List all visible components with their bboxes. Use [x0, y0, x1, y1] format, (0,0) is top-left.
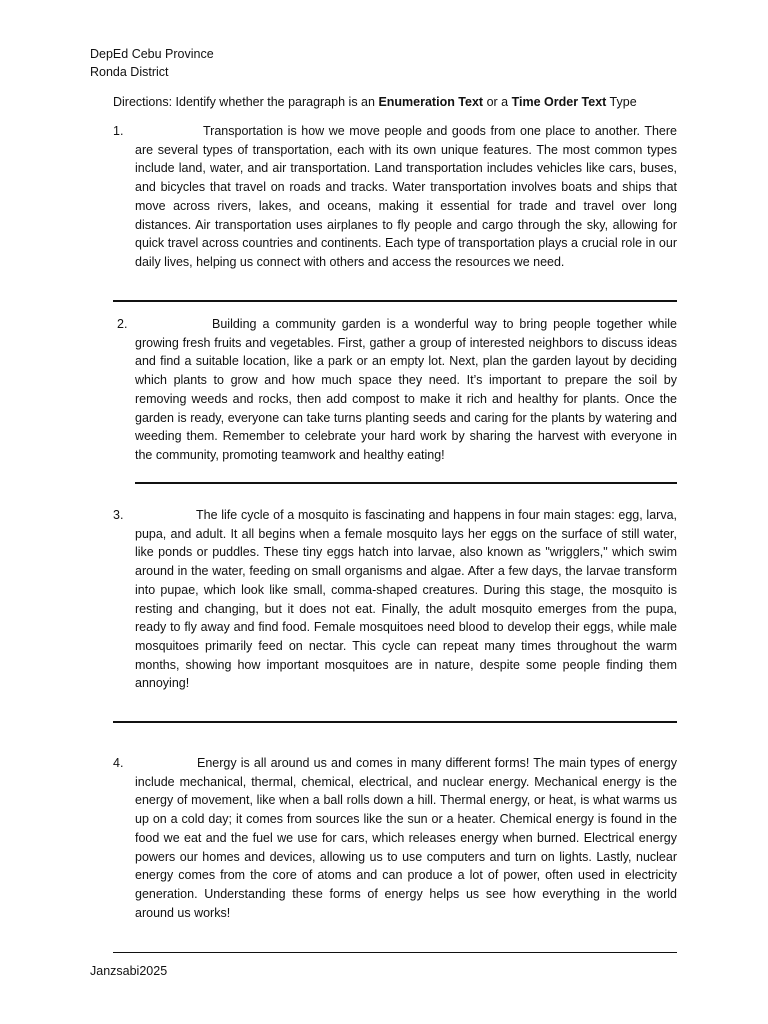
item-number-2: 2. — [117, 317, 128, 331]
item-paragraph-2: Building a community garden is a wonderful way to bring people together while growing fresh fruits and vegetables. First, gather a group of interested neighbors to discuss ideas and find a suitable location, like a park or an empty lot. Next, plan the garden layout by deciding which plants to grow and how much space they need. It’s important to prepare the soil by removing weeds and rocks, then add compost to make it rich and healthy for plants. Once the garden is ready, everyone can take turns planting seeds and caring for the plants by watering and weeding them. Remember to celebrate your hard work by sharing the harvest with everyone in the community, promoting teamwork and healthy eating! — [135, 317, 677, 462]
answer-line-1[interactable] — [113, 300, 677, 302]
directions-term-time-order: Time Order Text — [511, 95, 607, 109]
directions-prefix: Directions: Identify whether the paragraph is an — [113, 95, 379, 109]
item-paragraph-4: Energy is all around us and comes in many different forms! The main types of energy include mechanical, thermal, chemical, electrical, and nuclear energy. Mechanical energy is the energy of movement, like when a ball rolls down a hill. Thermal energy, or heat, is what warms us up on a cold day; it comes from sources like the sun or a heater. Chemical energy is found in the food we eat and the fuel we use for cars, which releases energy when burned. Electrical energy powers our homes and devices, allowing us to use computers and turn on lights. Lastly, nuclear energy comes from the core of atoms and can produce a lot of power, often used in electricity generation. Understanding these forms of energy helps us see how everything in the world around us works! — [135, 756, 677, 920]
school-division: DepEd Cebu Province — [90, 47, 214, 61]
directions-middle: or a — [483, 95, 512, 109]
answer-line-4[interactable] — [113, 952, 677, 953]
school-district: Ronda District — [90, 65, 169, 79]
item-number-1: 1. — [113, 124, 124, 138]
item-number-4: 4. — [113, 756, 124, 770]
item-paragraph-1: Transportation is how we move people and goods from one place to another. There are several types of transportation, each with its own unique features. The most common types include land, water, and air transportation. Land transportation includes vehicles like cars, buses, and bicycles that travel on roads and tracks. Water transportation involves boats and ships that move across rivers, lakes, and oceans, making it essential for trade and travel over long distances. Air transportation uses airplanes to fly people and cargo through the sky, allowing for quick travel across countries and continents. Each type of transportation plays a crucial role in our daily lives, helping us connect with others and access the resources we need. — [135, 124, 677, 269]
answer-line-3[interactable] — [113, 721, 677, 723]
directions — [113, 94, 637, 110]
item-paragraph-3: The life cycle of a mosquito is fascinating and happens in four main stages: egg, larva, pupa, and adult. It all begins when a female mosquito lays her eggs on the surface of still water, like ponds or puddles. These tiny eggs hatch into larvae, also known as "wrigglers," which swim around in the water, feeding on small organisms and algae. After a few days, the larvae transform into pupae, which look like small, comma-shaped creatures. During this stage, the mosquito is resting and changing, but it does not eat. Finally, the adult mosquito emerges from the pupa, ready to fly away and find food. Female mosquitoes need blood to develop their eggs, while male mosquitoes primarily feed on nectar. This cycle can repeat many times throughout the warm months, showing how important mosquitoes are in nature, despite some people finding them annoying! — [135, 508, 677, 691]
directions-term-enumeration: Enumeration Text — [378, 95, 484, 109]
directions-suffix: Type — [606, 95, 637, 109]
answer-line-2[interactable] — [135, 482, 677, 484]
item-number-3: 3. — [113, 508, 124, 522]
footer-credit: Janzsabi2025 — [90, 964, 168, 978]
